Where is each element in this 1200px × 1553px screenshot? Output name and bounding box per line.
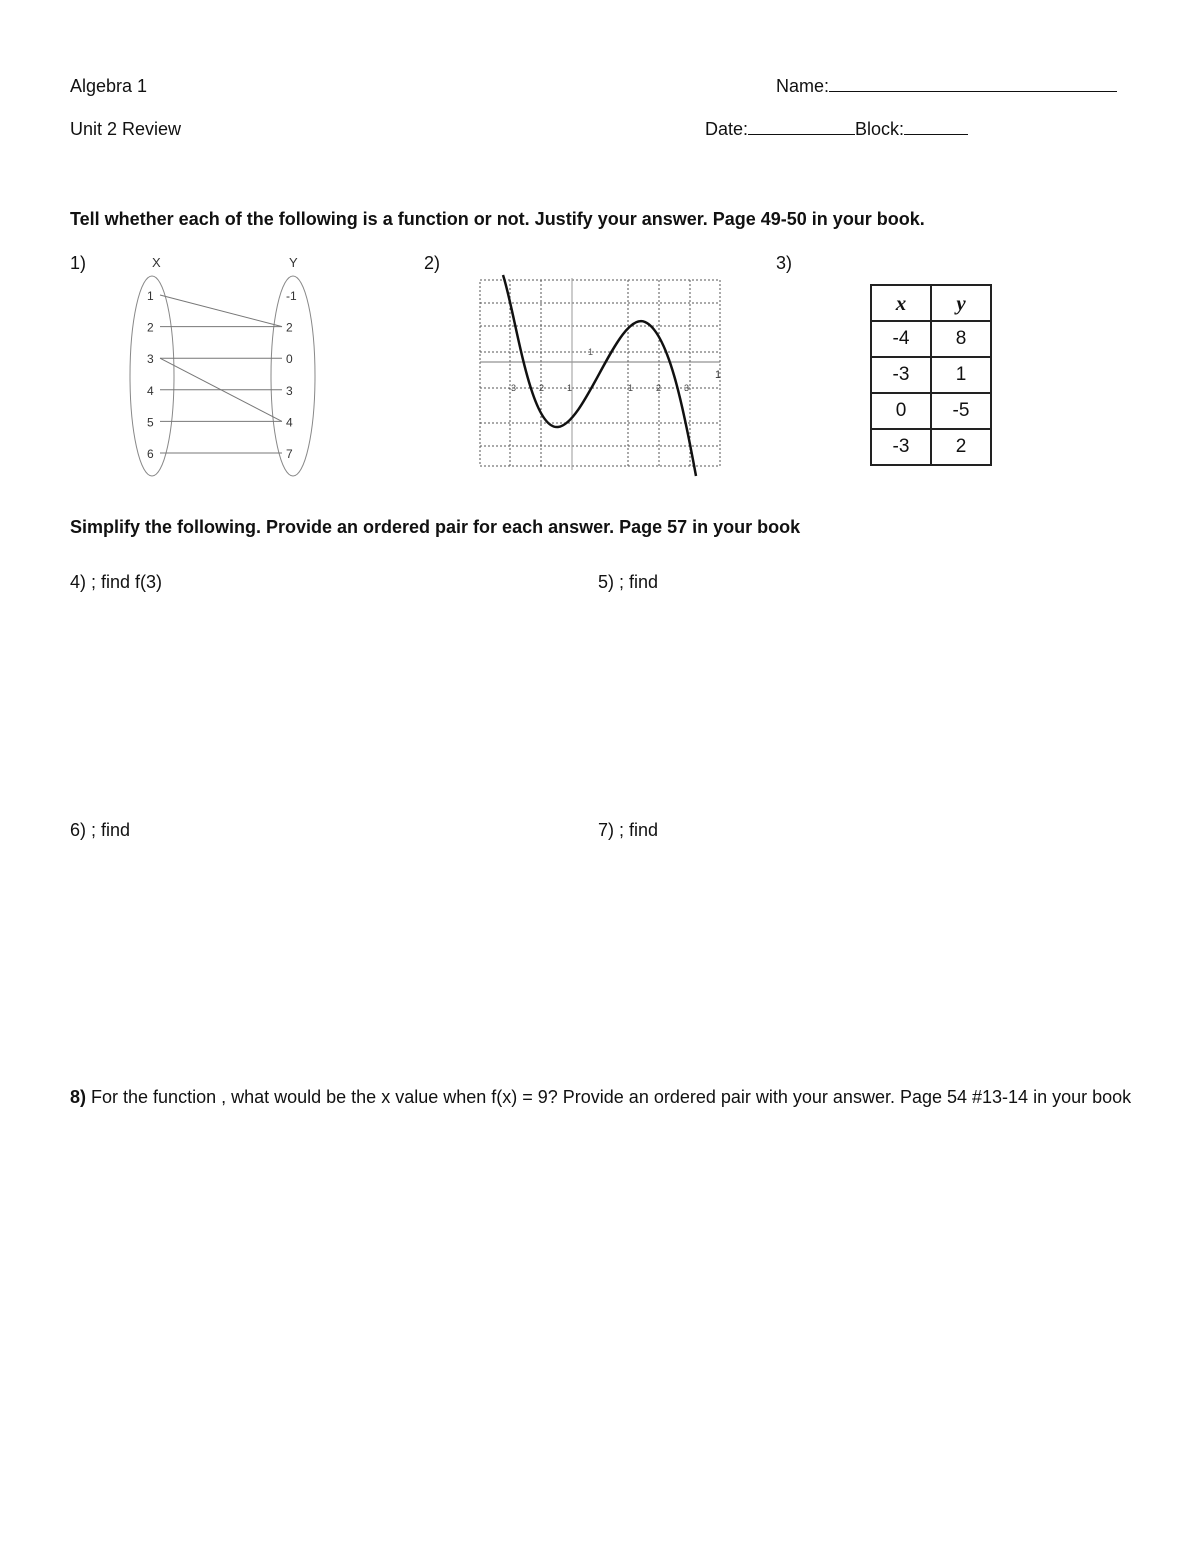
- question-8: [70, 1083, 1140, 1111]
- question-2-label: 2): [424, 253, 441, 273]
- cubic-curve: [503, 275, 696, 476]
- domain-value: 2: [147, 320, 154, 335]
- question-6: 6) ; find: [70, 820, 131, 840]
- block-blank[interactable]: [904, 118, 968, 135]
- domain-value: 6: [147, 447, 154, 461]
- name-field[interactable]: [776, 75, 1117, 97]
- table-row: [871, 357, 991, 393]
- range-value: -1: [286, 289, 297, 303]
- table-cell-y: 1: [931, 357, 991, 393]
- unit-title: Unit 2 Review: [70, 119, 182, 139]
- range-value: 2: [286, 320, 293, 335]
- table-header-y: y: [931, 285, 991, 321]
- question-4: 4) ; find f(3): [70, 572, 163, 592]
- table-header-x: x: [871, 285, 931, 321]
- x-tick-label: -1: [564, 383, 573, 393]
- table-header-row: [871, 285, 991, 321]
- function-instruction: Tell whether each of the following is a function or not. Justify your answer. Page 49-50 in your book.: [70, 209, 925, 229]
- table-cell-x: -4: [871, 321, 931, 357]
- range-value: 4: [286, 415, 293, 430]
- mapping-arrow: [160, 295, 282, 327]
- mapping-diagram: [120, 250, 330, 482]
- mapping-x-header: X: [152, 255, 161, 270]
- table-cell-x: -3: [871, 357, 931, 393]
- simplify-instruction: Simplify the following. Provide an ordered pair for each answer. Page 57 in your book: [70, 517, 801, 537]
- range-value: 3: [286, 383, 293, 398]
- table-cell-y: 2: [931, 429, 991, 465]
- x-tick-label: -3: [508, 383, 517, 393]
- question-1-label: 1): [70, 253, 87, 273]
- domain-value: 3: [147, 352, 154, 367]
- x-tick-label: 1: [628, 383, 634, 393]
- y-tick-label: 1: [588, 347, 594, 357]
- mapping-y-header: Y: [289, 255, 298, 270]
- x-tick-label: 2: [656, 383, 662, 393]
- date-blank[interactable]: [748, 118, 855, 135]
- question-5: 5) ; find: [598, 572, 659, 592]
- date-label: Date:: [705, 119, 749, 139]
- table-row: [871, 429, 991, 465]
- table-cell-y: -5: [931, 393, 991, 429]
- range-value: 0: [286, 352, 293, 367]
- domain-value: 1: [147, 289, 154, 303]
- function-graph: [478, 270, 726, 480]
- table-row: [871, 321, 991, 357]
- x-axis-label: 1: [715, 369, 722, 381]
- question-7: 7) ; find: [598, 820, 659, 840]
- x-tick-label: 3: [684, 383, 690, 393]
- name-label: Name:: [776, 76, 830, 96]
- xy-table: [870, 284, 992, 466]
- question-3-label: 3): [776, 253, 793, 273]
- table-cell-x: -3: [871, 429, 931, 465]
- domain-value: 4: [147, 383, 154, 398]
- domain-value: 5: [147, 415, 154, 430]
- date-block-field[interactable]: [705, 118, 968, 140]
- course-title: Algebra 1: [70, 76, 148, 96]
- x-tick-label: -2: [536, 383, 545, 393]
- question-8-label: 8): [70, 1087, 87, 1107]
- question-8-text: For the function , what would be the x value when f(x) = 9? Provide an ordered pair with your answer. Page 54 #13-14 in your book: [86, 1087, 1132, 1107]
- table-cell-y: 8: [931, 321, 991, 357]
- domain-oval: [130, 276, 174, 476]
- table-cell-x: 0: [871, 393, 931, 429]
- table-row: [871, 393, 991, 429]
- range-value: 7: [286, 447, 293, 461]
- name-blank[interactable]: [829, 75, 1117, 92]
- block-label: Block:: [855, 119, 905, 139]
- range-oval: [271, 276, 315, 476]
